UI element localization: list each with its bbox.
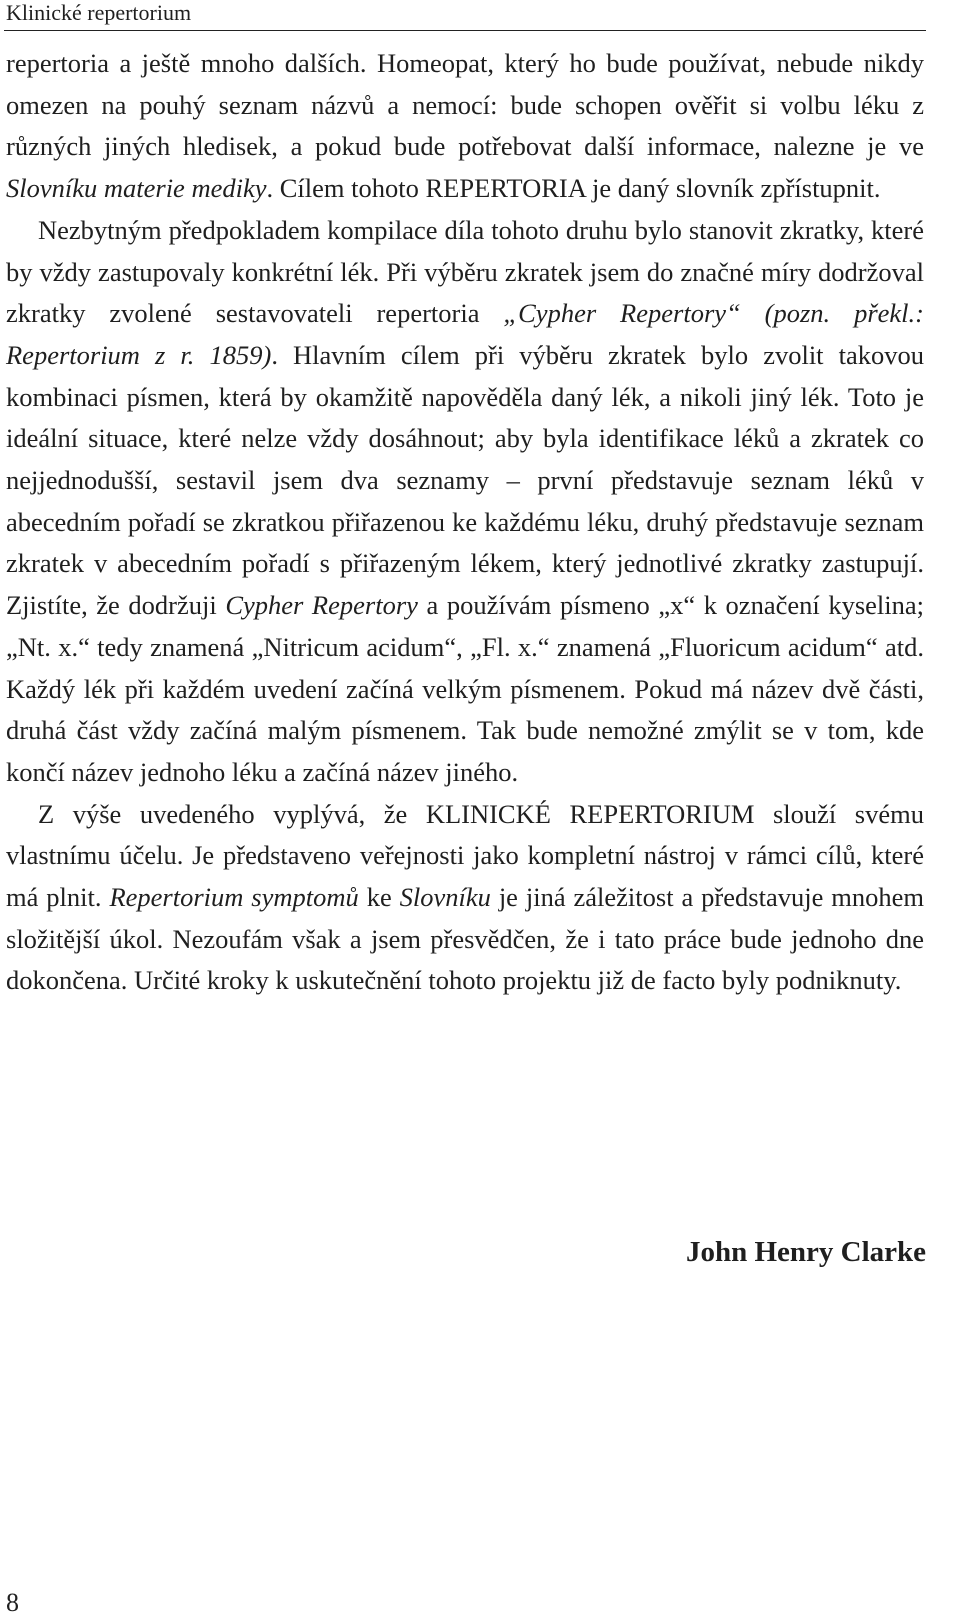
page-number: 8 [6,1588,19,1617]
paragraph-3 [6,794,924,1003]
paragraph-1-text: repertoria a ještě mnoho dalších. Homeopat, který ho bude používat, nebude nikdy omezen na pouhý seznam názvů a nemocí: bude schopen ověřit si volbu léku z různých jiných hledisek, a pokud bude potřebovat další informace, nalezne je ve [6,48,924,162]
paragraph-2-italic-citation: „Cypher Repertory“ (pozn. překl.: Repertorium z r. 1859) [6,298,924,370]
author-signature: John Henry Clarke [685,1236,926,1268]
paragraph-3-text-end: je jiná záležitost a představuje mnohem složitější úkol. Nezoufám však a jsem přesvědčen, že i tato práce bude jednoho dne dokončena. Určité kroky k uskutečnění tohoto projektu již de facto byly podniknuty. [6,882,924,996]
body-text [6,43,924,1002]
paragraph-3-italic-title-2: Slovníku [399,882,491,913]
paragraph-3-italic-title: Repertorium symptomů [109,882,359,913]
paragraph-2 [6,210,924,794]
paragraph-1-italic-title: Slovníku materie mediky [6,173,267,204]
paragraph-3-text-middle: ke [358,882,400,913]
running-header: Klinické repertorium [6,0,192,25]
paragraph-2-italic-title: Cypher Repertory [225,590,418,621]
paragraph-2-text: Nezbytným předpokladem kompilace díla tohoto druhu bylo stanovit zkratky, které by vždy zastupovaly konkrétní lék. Při výběru zkratek jsem do značné míry dodržoval zkratky zvolené sestavovateli repertoria [6,214,924,329]
paragraph-1 [6,43,924,210]
paragraph-3-text: Z výše uvedeného vyplývá, že KLINICKÉ REPERTORIUM slouží svému vlastnímu účelu. Je představeno veřejnosti jako kompletní nástroj v rámci cílů, které má plnit. [6,798,924,913]
paragraph-2-text-end: a používám písmeno „x“ k označení kyselina; „Nt. x.“ tedy znamená „Nitricum acidum“, „Fl. x.“ znamená „Fluoricum acidum“ atd. Každý lék při každém uvedení začíná velkým písmenem. Pokud má název dvě části, druhá část vždy začíná malým písmenem. Tak bude nemožné zmýlit se v tom, kde končí název jednoho léku a začíná název jiného. [6,590,924,787]
paragraph-1-text-end: . Cílem tohoto REPERTORIA je daný slovník zpřístupnit. [266,173,881,204]
header-rule [4,30,926,31]
paragraph-2-text-middle: . Hlavním cílem při výběru zkratek bylo zvolit takovou kombinaci písmen, která by okamžitě napověděla daný lék, a nikoli jiný lék. Toto je ideální situace, které nelze vždy dosáhnout; aby byla identifikace léků a zkratek co nejjednodušší, sestavil jsem dva seznamy – první představuje seznam léků v abecedním pořadí se zkratkou přiřazenou ke každému léku, druhý představuje seznam zkratek v abecedním pořadí s přiřazeným lékem, který jednotlivé zkratky zastupují. Zjistíte, že dodržuji [6,339,924,621]
